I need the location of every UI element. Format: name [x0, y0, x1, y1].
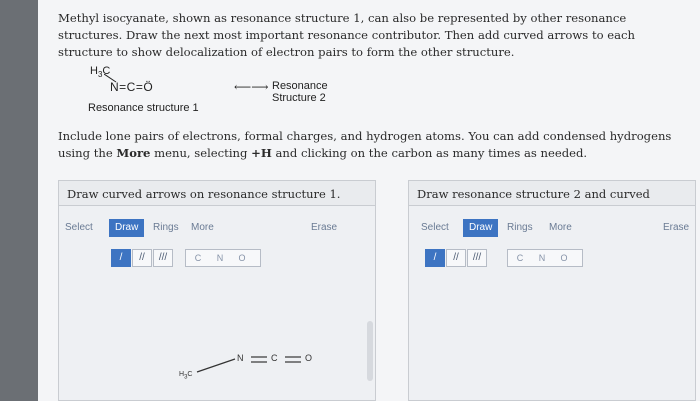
right-panel-title: Draw resonance structure 2 and curved: [417, 187, 650, 201]
left-drawing-panel: [58, 180, 376, 401]
instructions-text-2: menu, selecting: [150, 146, 252, 160]
right-drawing-panel: [408, 180, 696, 401]
right-atom-picker: [507, 249, 583, 267]
instructions-text-1: Include lone pairs of electrons, formal charges, and hydrogen atoms. You can add condensed hydrogens using the: [58, 129, 672, 160]
left-toolbar: [65, 219, 369, 239]
left-atom-c[interactable]: C: [194, 253, 202, 263]
right-single-bond-button[interactable]: /: [425, 249, 445, 267]
left-atom-n[interactable]: N: [216, 253, 224, 263]
drawn-double-bond-2: [285, 355, 303, 365]
instructions-plus-h: +H: [251, 146, 272, 160]
left-atom-o[interactable]: O: [238, 253, 246, 263]
instructions-text-3: and clicking on the carbon as many times as needed.: [271, 146, 588, 160]
drawn-h3c-label: $H_3C$: [179, 371, 193, 381]
left-atom-picker: [185, 249, 261, 267]
resonance-2-label: Resonance Structure 2: [272, 80, 328, 104]
right-more-button[interactable]: More: [549, 222, 572, 233]
left-drawn-molecule[interactable]: [159, 327, 319, 387]
instructions: [58, 128, 678, 162]
isocyanate-bonds: N=C=Ö: [110, 80, 154, 94]
left-more-button[interactable]: More: [191, 222, 214, 233]
drawn-nitrogen: N: [237, 353, 244, 363]
right-atom-n[interactable]: N: [538, 253, 546, 263]
right-select-button[interactable]: Select: [421, 222, 449, 233]
drawn-oxygen: O: [305, 353, 313, 363]
resonance-1-label: Resonance structure 1: [88, 102, 199, 114]
right-rings-button[interactable]: Rings: [507, 222, 533, 233]
left-rings-button[interactable]: Rings: [153, 222, 179, 233]
right-atom-o[interactable]: O: [560, 253, 568, 263]
left-triple-bond-button[interactable]: ///: [153, 249, 173, 267]
left-erase-button[interactable]: Erase: [311, 222, 338, 233]
right-triple-bond-button[interactable]: ///: [467, 249, 487, 267]
left-panel-header: [59, 181, 375, 206]
resonance-structure-1-figure: [38, 62, 378, 122]
right-panel-header: [409, 181, 695, 206]
left-panel-title: Draw curved arrows on resonance structure 1.: [67, 187, 341, 201]
right-erase-button[interactable]: Erase: [663, 222, 690, 233]
question-intro: Methyl isocyanate, shown as resonance structure 1, can also be represented by other resonance structures. Draw the next most important resonance contributor. Then add curved arrows to each structure to show delocalization of electron pairs to form the other structure.: [58, 11, 635, 59]
right-draw-button[interactable]: Draw: [463, 219, 498, 237]
right-double-bond-button[interactable]: //: [446, 249, 466, 267]
methyl-group-label: $H_3C$: [90, 65, 111, 80]
right-atom-c[interactable]: C: [516, 253, 524, 263]
left-single-bond-button[interactable]: /: [111, 249, 131, 267]
left-double-bond-button[interactable]: //: [132, 249, 152, 267]
drawn-bond-icon: [195, 355, 239, 375]
left-panel-scrollbar[interactable]: [367, 321, 373, 381]
question-page: [38, 0, 700, 401]
drawn-carbon: C: [271, 353, 278, 363]
instructions-more: More: [116, 146, 151, 160]
drawn-double-bond-1: [251, 355, 269, 365]
resonance-arrow-icon: ⟵⟶: [234, 80, 269, 94]
left-draw-button[interactable]: Draw: [109, 219, 144, 237]
left-select-button[interactable]: Select: [65, 222, 93, 233]
right-toolbar: [415, 219, 689, 239]
